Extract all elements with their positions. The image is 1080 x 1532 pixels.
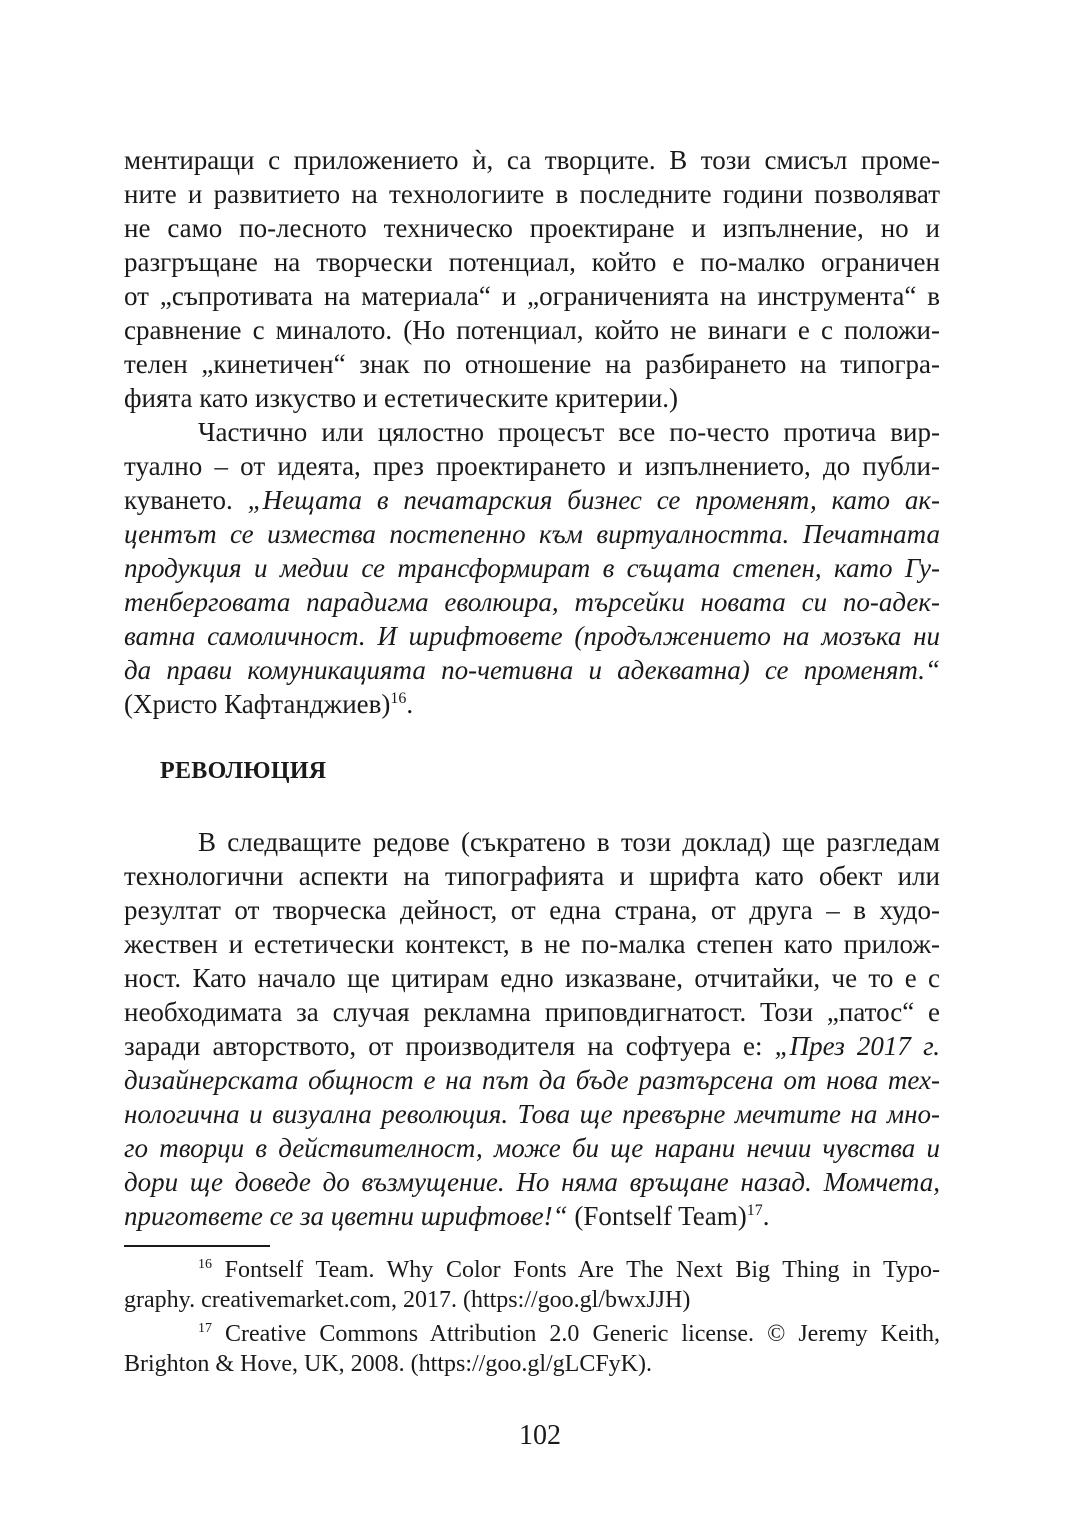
text-line: ните и развитието на технологиите в последните години позволяват — [124, 179, 940, 209]
quote-attribution: (Fontself Team) — [567, 1201, 747, 1231]
quote-line: дизайнерската общност е на път да бъде разтърсена от нова тех- — [124, 1065, 940, 1095]
text-line: В следващите редове (съкратено в този доклад) ще разгледам — [198, 827, 940, 857]
footnote-line: Brighton & Hove, UK, 2008. (https://goo.gl/gLCFyK). — [124, 1351, 652, 1377]
text-line — [124, 686, 940, 722]
quote-attribution: (Христо Кафтанджиев) — [124, 689, 391, 719]
footnote-line: graphy. creativemarket.com, 2017. (https://goo.gl/bwxJJH) — [124, 1287, 691, 1313]
text-line: не само по-лесното техническо проектиране и изпълнение, но и — [124, 213, 940, 243]
text-line: от „съпротивата на материала“ и „ограниченията на инструмента“ в — [124, 281, 940, 311]
quote-line: да прави комуникацията по-четивна и адекватна) се променят.“ — [124, 655, 940, 685]
text-line: жествен и естетически контекст, в не по-малка степен като прилож- — [124, 929, 940, 959]
quote-line: центът се измества постепенно към виртуалността. Печатната — [124, 519, 940, 549]
footnote-line — [198, 1318, 940, 1350]
section-heading: РЕВОЛЮЦИЯ — [160, 758, 327, 784]
text-line: туално – от идеята, през проектирането и изпълнението, до публи- — [124, 451, 940, 481]
footnote-text: Fontself Team. Why Color Fonts Are The Next Big Thing in Typo- — [212, 1257, 940, 1283]
page-number: 102 — [519, 1420, 561, 1451]
footnote-number: 16 — [198, 1257, 212, 1272]
footnote-divider — [124, 1245, 270, 1247]
quote-line: продукция и медии се трансформират в същата степен, като Гу- — [124, 553, 940, 583]
text-line: ментиращи с приложението ѝ, са творците. В този смисъл проме- — [124, 145, 940, 175]
text-line: необходимата за случая рекламна приповдигнатост. Този „патос“ е — [124, 997, 940, 1027]
text-run: . — [406, 689, 414, 719]
footnote-number: 17 — [198, 1321, 212, 1336]
quote-line: нологична и визуална революция. Това ще превърне мечтите на мно- — [124, 1099, 940, 1129]
quote-text: „През 2017 г. — [774, 1031, 940, 1061]
text-line: сравнение с миналото. (Но потенциал, който не винаги е с положи- — [124, 315, 940, 345]
text-line — [124, 1028, 940, 1064]
footnote-ref[interactable]: 17 — [746, 1202, 763, 1219]
footnote-text: Creative Commons Attribution 2.0 Generic license. © Jeremy Keith, — [212, 1321, 940, 1347]
quote-text: пригответе се за цветни шрифтове!“ — [124, 1201, 568, 1231]
text-run: заради авторството, от производителя на софтуера е: — [124, 1031, 775, 1061]
text-line: ност. Като начало ще цитирам едно изказване, отчитайки, че то е с — [124, 963, 940, 993]
text-line — [124, 1198, 940, 1234]
quote-line: ватна самоличност. И шрифтовете (продължението на мозъка ни — [124, 621, 940, 651]
quote-line: го творци в действителност, може би ще нарани нечии чувства и — [124, 1133, 940, 1163]
footnote-ref[interactable]: 16 — [390, 690, 407, 707]
text-line: телен „кинетичен“ знак по отношение на разбирането на типогра- — [124, 349, 940, 379]
text-line: разгръщане на творчески потенциал, който е по-малко ограничен — [124, 247, 940, 277]
text-run: . — [762, 1201, 770, 1231]
footnote-line — [198, 1254, 940, 1286]
quote-line: дори ще доведе до възмущение. Но няма връщане назад. Момчета, — [124, 1167, 940, 1197]
text-line: Частично или цялостно процесът все по-често протича вир- — [198, 417, 940, 447]
text-line: технологични аспекти на типографията и шрифта като обект или — [124, 861, 940, 891]
text-run: куването. — [124, 485, 248, 515]
quote-line: тенберговата парадигма еволюира, търсейки новата си по-адек- — [124, 587, 940, 617]
text-line: резултат от творческа дейност, от една страна, от друга – в худо- — [124, 895, 940, 925]
text-line: фията като изкуство и естетическите критерии.) — [124, 383, 679, 413]
quote-text: „Нещата в печатарския бизнес се променят, като ак- — [247, 485, 940, 515]
text-line — [124, 482, 940, 518]
